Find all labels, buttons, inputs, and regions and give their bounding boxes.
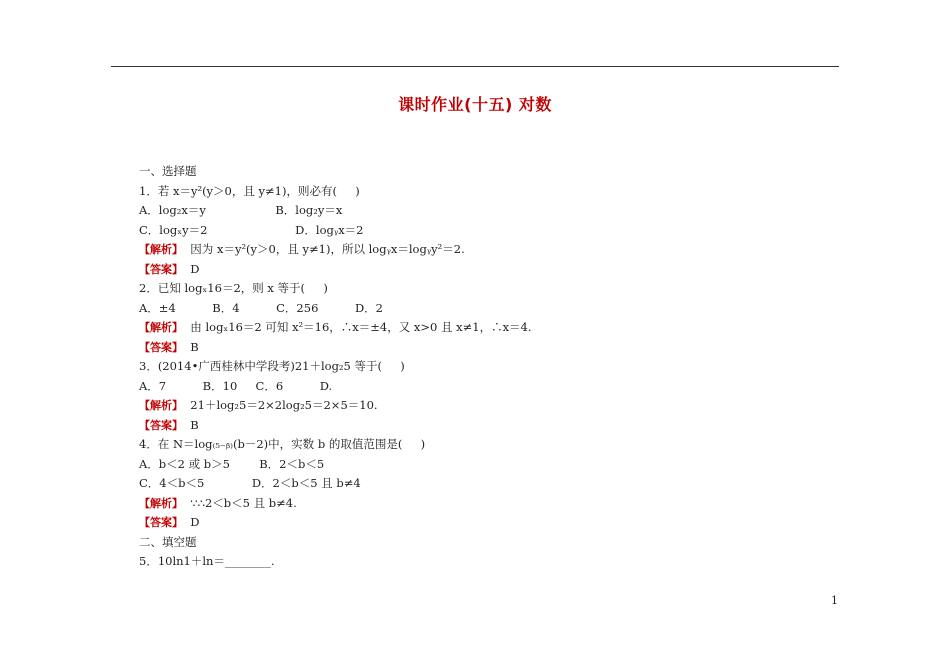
question-line: 4．在 N＝log₍₅₋ᵦ₎(b－2)中，实数 b 的取值范围是( ) bbox=[139, 437, 426, 451]
question-line: 1．若 x＝y²(y＞0，且 y≠1)，则必有( ) bbox=[139, 183, 360, 198]
option-line: A．b＜2 或 b＞5 B．2＜b＜5 bbox=[139, 456, 325, 471]
analysis-line: 【解析】 21＋log₂5＝2×2log₂5＝2×5＝10. bbox=[139, 398, 378, 412]
section-heading: 二、填空题 bbox=[139, 534, 197, 549]
analysis-line: 【解析】 ∵∴2＜b＜5 且 b≠4. bbox=[139, 495, 297, 510]
question-line: 5．10ln1＋ln＝________. bbox=[139, 554, 275, 568]
analysis-line: 【解析】 由 logₓ16＝2 可知 x²＝16，∴x＝±4，又 x>0 且 x≠1，∴x＝4. bbox=[139, 320, 532, 334]
option-line: A．log₂x＝y B．log₂y＝x bbox=[139, 203, 343, 217]
answer-line: 【答案】 D bbox=[139, 261, 200, 276]
answer-line: 【答案】 D bbox=[139, 515, 200, 529]
option-line: A．±4 B．4 C．256 D．2 bbox=[139, 300, 383, 315]
answer-line: 【答案】 B bbox=[139, 417, 199, 432]
option-line: A．7 B．10 C．6 D. bbox=[139, 378, 333, 393]
option-line: C．4＜b＜5 D．2＜b＜5 且 b≠4 bbox=[139, 476, 361, 490]
header-rule bbox=[111, 66, 839, 67]
page-number: 1 bbox=[831, 594, 838, 607]
question-line: 2．已知 logₓ16＝2，则 x 等于( ) bbox=[139, 281, 328, 295]
document-body bbox=[139, 162, 532, 572]
section-heading: 一、选择题 bbox=[139, 164, 197, 178]
page-title: 课时作业(十五) 对数 bbox=[398, 95, 552, 114]
question-line: 3．(2014•广西桂林中学段考)21＋log₂5 等于( ) bbox=[139, 359, 405, 373]
option-line: C．logₓy＝2 D．logᵧx＝2 bbox=[139, 222, 364, 237]
analysis-line: 【解析】 因为 x＝y²(y＞0，且 y≠1)，所以 logᵧx＝logᵧy²＝2. bbox=[139, 242, 465, 256]
answer-line: 【答案】 B bbox=[139, 339, 199, 354]
